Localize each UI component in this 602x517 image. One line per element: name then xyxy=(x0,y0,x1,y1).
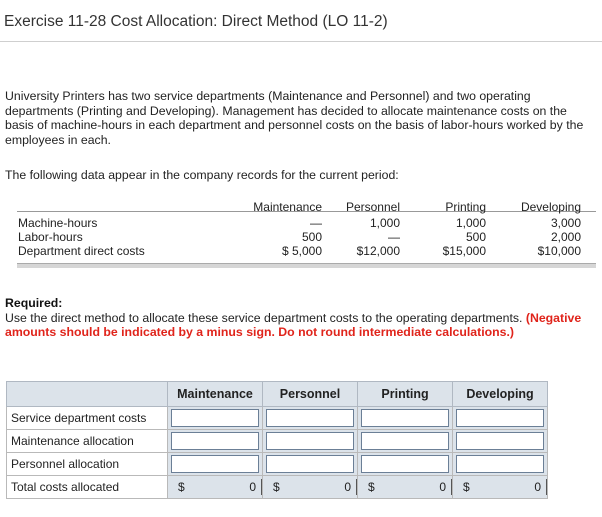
answer-row-label: Total costs allocated xyxy=(7,476,168,499)
answer-col-personnel: Personnel xyxy=(263,382,358,407)
total-value: 0 xyxy=(249,480,256,494)
data-cell: $12,000 xyxy=(356,244,400,258)
pers-alloc-printing-input[interactable] xyxy=(361,455,449,473)
service-costs-personnel-input[interactable] xyxy=(266,409,354,427)
service-costs-printing-input[interactable] xyxy=(361,409,449,427)
service-costs-maintenance-input[interactable] xyxy=(171,409,259,427)
data-col-header-developing: Developing xyxy=(520,200,581,214)
required-heading: Required: xyxy=(5,296,63,310)
currency-symbol: $ xyxy=(273,480,280,494)
pers-alloc-personnel-input[interactable] xyxy=(266,455,354,473)
service-costs-developing-input[interactable] xyxy=(456,409,544,427)
currency-symbol: $ xyxy=(178,480,185,494)
answer-col-maintenance: Maintenance xyxy=(168,382,263,407)
data-cell: 2,000 xyxy=(550,230,581,244)
data-cell: 3,000 xyxy=(550,216,581,230)
answer-row-maintenance-allocation xyxy=(7,430,548,453)
cell-divider xyxy=(546,479,547,495)
answer-grid xyxy=(6,381,548,499)
required-section xyxy=(5,296,590,340)
data-cell: $10,000 xyxy=(537,244,581,258)
answer-row-personnel-allocation xyxy=(7,453,548,476)
answer-row-service-costs xyxy=(7,407,548,430)
data-table-bottom-rule xyxy=(17,263,596,268)
data-cell: 1,000 xyxy=(369,216,400,230)
total-maintenance-cell xyxy=(168,476,263,499)
answer-grid-header xyxy=(7,382,548,407)
currency-symbol: $ xyxy=(368,480,375,494)
answer-cell xyxy=(263,407,358,430)
data-col-header-maintenance: Maintenance xyxy=(253,200,322,214)
required-text: Use the direct method to allocate these service department costs to the operating departments. xyxy=(5,310,523,325)
data-cell: — xyxy=(388,230,400,244)
data-cell: 500 xyxy=(465,230,486,244)
total-personnel-cell xyxy=(263,476,358,499)
pers-alloc-maintenance-input[interactable] xyxy=(171,455,259,473)
data-row-labor-hours xyxy=(18,230,598,244)
answer-col-printing: Printing xyxy=(358,382,453,407)
answer-grid-corner xyxy=(7,382,168,407)
answer-cell xyxy=(168,453,263,476)
exercise-title: Exercise 11-28 Cost Allocation: Direct Method (LO 11-2) xyxy=(0,12,602,42)
maint-alloc-printing-input[interactable] xyxy=(361,432,449,450)
required-note: (Negative amounts should be indicated by a minus sign. Do not round intermediate calculations.) xyxy=(5,310,582,339)
answer-row-total xyxy=(7,476,548,499)
maint-alloc-maintenance-input[interactable] xyxy=(171,432,259,450)
data-col-header-personnel: Personnel xyxy=(345,200,400,214)
data-cell: 1,000 xyxy=(455,216,486,230)
answer-cell xyxy=(263,453,358,476)
data-lead-text: The following data appear in the company records for the current period: xyxy=(5,168,399,182)
data-cell: $ 5,000 xyxy=(281,244,322,258)
answer-row-label: Service department costs xyxy=(7,407,168,430)
data-cell: 500 xyxy=(301,230,322,244)
intro-paragraph: University Printers has two service departments (Maintenance and Personnel) and two operating departments (Printing and Developing). Management has decided to allocate maintenance costs on the basis of machine-hours in each department and personnel costs on the basis of labor-hours worked by the employees in each. xyxy=(5,89,584,147)
data-row-machine-hours xyxy=(18,216,598,230)
data-table-header xyxy=(18,200,598,216)
data-row-label: Department direct costs xyxy=(18,244,145,258)
answer-cell xyxy=(453,430,548,453)
answer-cell xyxy=(358,430,453,453)
data-row-label: Machine-hours xyxy=(18,216,98,230)
answer-cell xyxy=(453,407,548,430)
currency-symbol: $ xyxy=(463,480,470,494)
answer-col-developing: Developing xyxy=(453,382,548,407)
total-value: 0 xyxy=(534,480,541,494)
answer-cell xyxy=(168,407,263,430)
answer-cell xyxy=(263,430,358,453)
answer-cell xyxy=(168,430,263,453)
data-cell: $15,000 xyxy=(442,244,486,258)
total-value: 0 xyxy=(344,480,351,494)
data-col-header-printing: Printing xyxy=(445,200,486,214)
answer-cell xyxy=(453,453,548,476)
pers-alloc-developing-input[interactable] xyxy=(456,455,544,473)
total-value: 0 xyxy=(439,480,446,494)
data-row-label: Labor-hours xyxy=(18,230,83,244)
total-developing-cell xyxy=(453,476,548,499)
department-data-table xyxy=(18,200,598,258)
answer-row-label: Personnel allocation xyxy=(7,453,168,476)
data-row-direct-costs xyxy=(18,244,598,258)
data-cell: — xyxy=(310,216,322,230)
maint-alloc-developing-input[interactable] xyxy=(456,432,544,450)
answer-cell xyxy=(358,453,453,476)
answer-cell xyxy=(358,407,453,430)
maint-alloc-personnel-input[interactable] xyxy=(266,432,354,450)
total-printing-cell xyxy=(358,476,453,499)
answer-row-label: Maintenance allocation xyxy=(7,430,168,453)
